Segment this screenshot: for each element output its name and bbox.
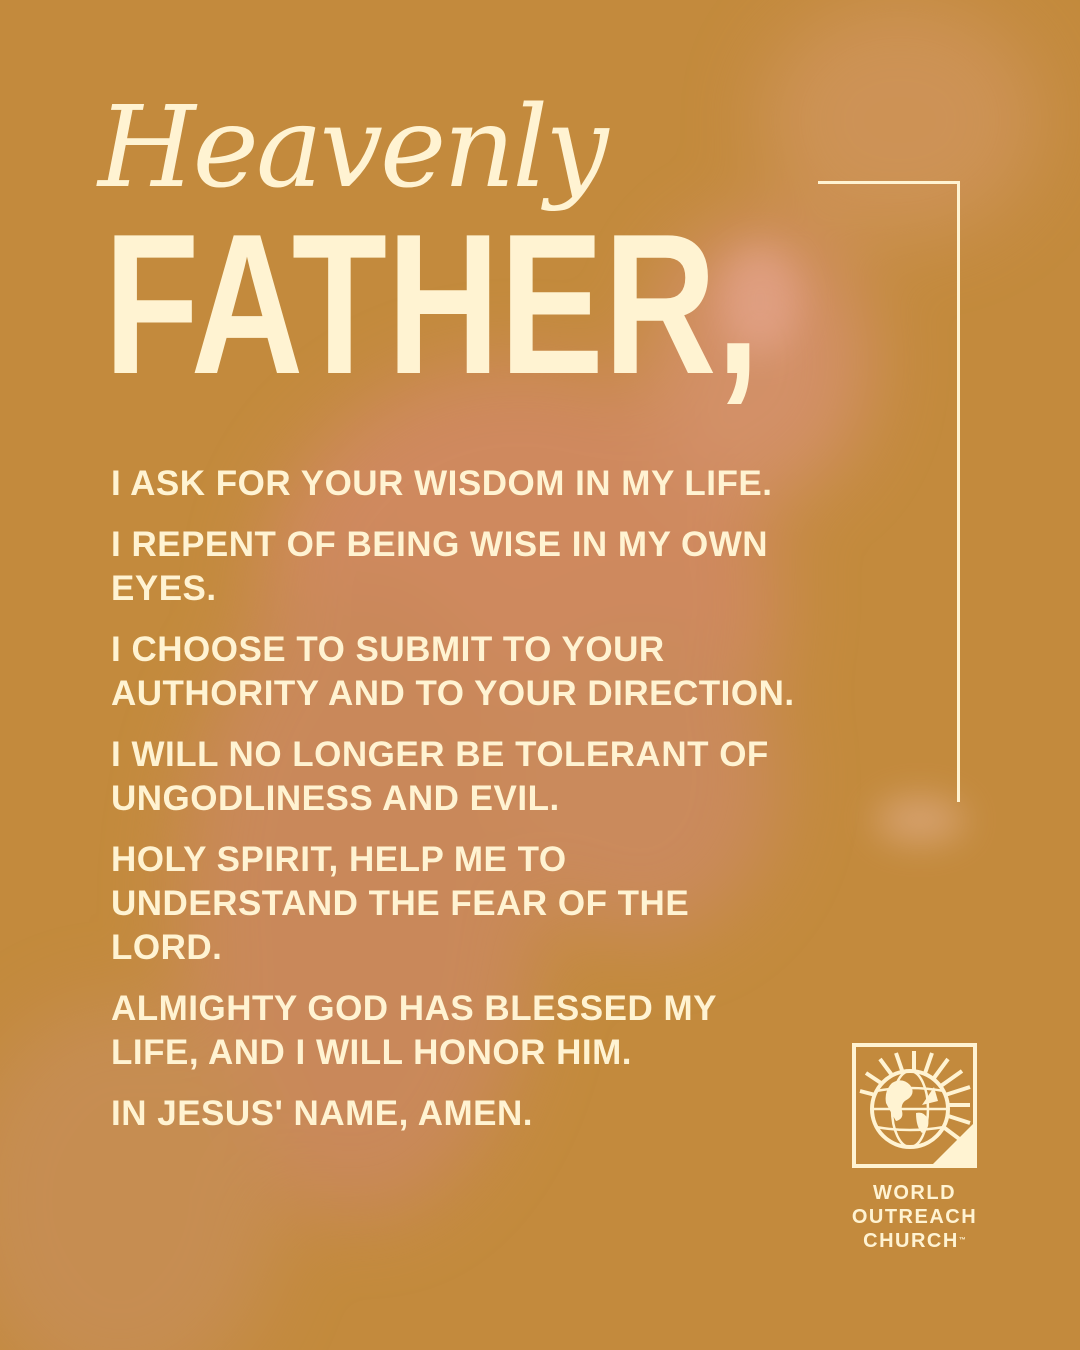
prayer-line: I CHOOSE TO SUBMIT TO YOUR AUTHORITY AND TO YOUR DIRECTION.: [111, 630, 795, 713]
frame-line-top: [818, 181, 960, 184]
prayer-line: I REPENT OF BEING WISE IN MY OWN EYES.: [111, 525, 769, 608]
wordmark-line: WORLD: [872, 1182, 957, 1204]
prayer-line: ALMIGHTY GOD HAS BLESSED MY LIFE, AND I WILL HONOR HIM.: [111, 989, 717, 1072]
wordmark-line: CHURCH: [863, 1230, 959, 1252]
wordmark-line: OUTREACH: [851, 1206, 978, 1228]
prayer-line: I WILL NO LONGER BE TOLERANT OF UNGODLINESS AND EVIL.: [111, 735, 769, 818]
frame-line-right: [957, 181, 960, 802]
prayer-list: [111, 462, 801, 1153]
church-wordmark: [836, 1181, 993, 1253]
trademark-mark: ™: [958, 1237, 966, 1244]
title-block: FATHER,: [104, 193, 760, 416]
prayer-line: I ASK FOR YOUR WISDOM IN MY LIFE.: [111, 464, 773, 503]
prayer-line: HOLY SPIRIT, HELP ME TO UNDERSTAND THE FEAR OF THE LORD.: [111, 840, 690, 967]
globe-sunburst-icon: [852, 1043, 977, 1168]
title-script: Heavenly: [98, 83, 606, 213]
wordmark-line-last: [836, 1229, 993, 1253]
prayer-line: IN JESUS' NAME, AMEN.: [111, 1094, 534, 1133]
